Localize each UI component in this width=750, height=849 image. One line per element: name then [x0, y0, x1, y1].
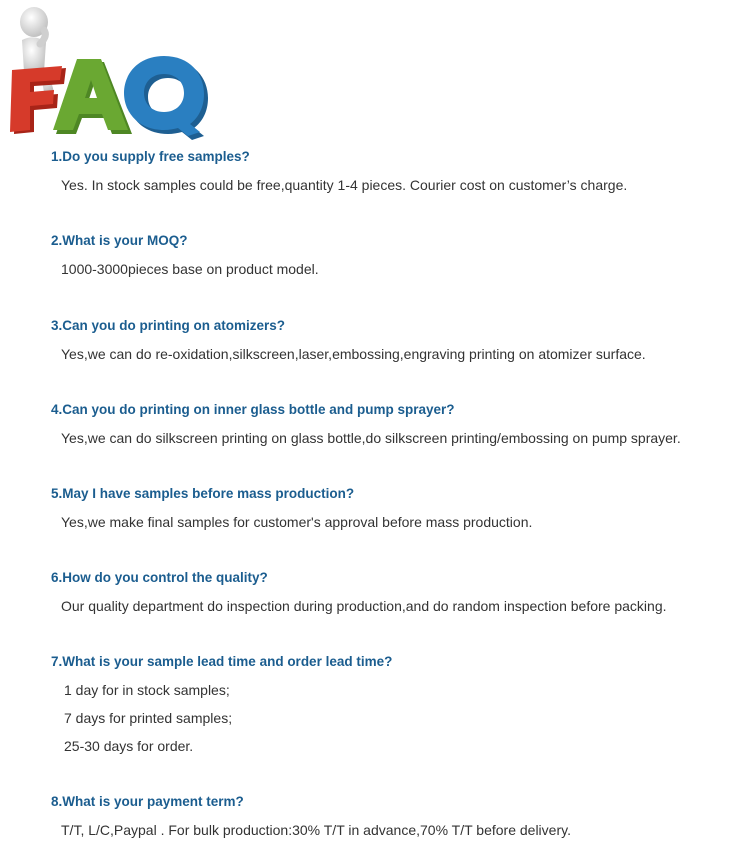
faq-answer: Our quality department do inspection during production,and do random inspection before packing.: [61, 598, 667, 614]
faq-question: 1.Do you supply free samples?: [51, 149, 250, 164]
faq-question: 5.May I have samples before mass production?: [51, 486, 355, 501]
faq-answer: 25-30 days for order.: [64, 738, 194, 754]
faq-answer: Yes,we make final samples for customer's approval before mass production.: [61, 514, 533, 530]
faq-answer: 1 day for in stock samples;: [64, 682, 230, 698]
faq-question: 2.What is your MOQ?: [51, 233, 188, 248]
faq-answer: 7 days for printed samples;: [64, 710, 233, 726]
faq-question: 7.What is your sample lead time and order lead time?: [51, 654, 393, 669]
faq-question: 4.Can you do printing on inner glass bottle and pump sprayer?: [51, 402, 455, 417]
faq-question: 8.What is your payment term?: [51, 794, 244, 809]
faq-question: 6.How do you control the quality?: [51, 570, 268, 585]
faq-answer: 1000-3000pieces base on product model.: [61, 261, 319, 277]
faq-answer: Yes,we can do silkscreen printing on glass bottle,do silkscreen printing/embossing on pump sprayer.: [61, 430, 681, 446]
faq-answer: Yes,we can do re-oxidation,silkscreen,laser,embossing,engraving printing on atomizer surface.: [61, 346, 646, 362]
faq-answer: T/T, L/C,Paypal . For bulk production:30% T/T in advance,70% T/T before delivery.: [61, 822, 571, 838]
faq-question: 3.Can you do printing on atomizers?: [51, 318, 286, 333]
faq-answer: Yes. In stock samples could be free,quantity 1-4 pieces. Courier cost on customer’s charge.: [61, 177, 628, 193]
